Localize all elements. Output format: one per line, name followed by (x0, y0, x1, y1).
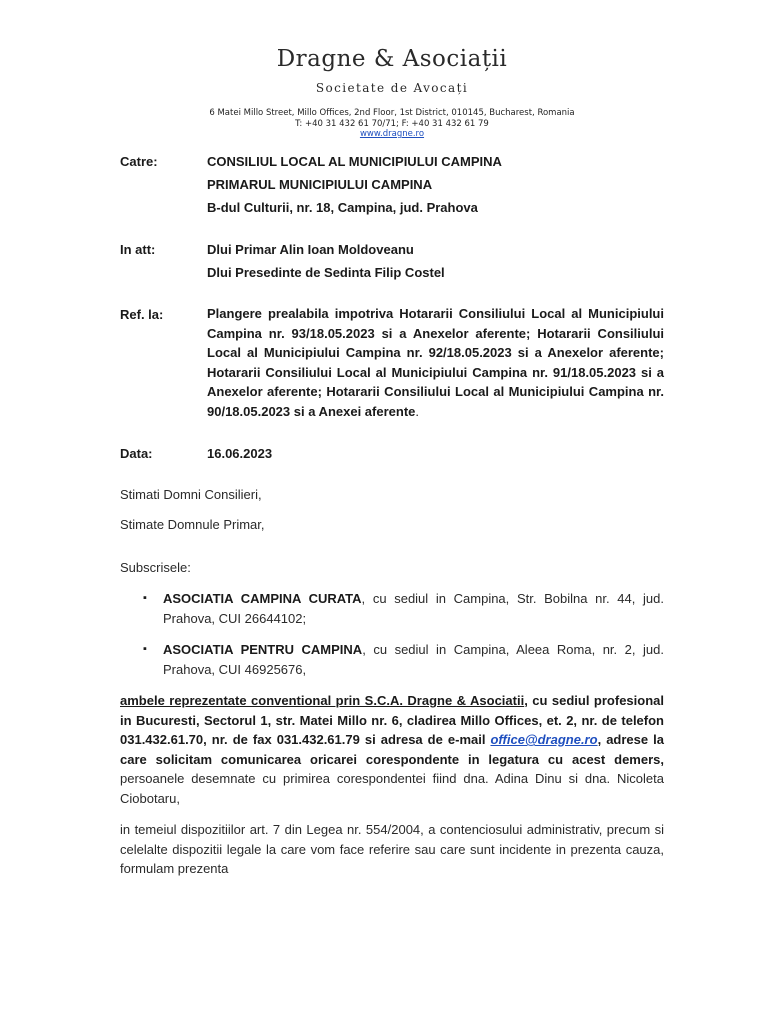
subscriber-name: ASOCIATIA CAMPINA CURATA (163, 591, 362, 606)
representation-underlined: ambele reprezentate conventional prin S.C.A. Dragne & Asociatii (120, 693, 525, 708)
legal-basis-paragraph: in temeiul dispozitiilor art. 7 din Legea nr. 554/2004, a contenciosului administrativ, precum si celelalte dispozitii legale la care vom face referire sau care sunt incidente in prezenta cauza, formulam prezenta (120, 822, 664, 876)
reference-label: Ref. la: (120, 307, 164, 322)
firm-address: 6 Matei Millo Street, Millo Offices, 2nd Floor, 1st District, 010145, Bucharest, Romania (209, 108, 575, 118)
firm-subtitle: Societate de Avocați (315, 81, 469, 95)
attention-line-1: Dlui Primar Alin Ioan Moldoveanu (207, 242, 414, 257)
representation-bold-1: , cu sediul profesional in Bucuresti, Sectorul 1, str. Matei Millo nr. 6, cladirea Millo Offices, et. 2, nr. de telefon 031.432.61.70, nr. de fax 031.432.61.79 si adresa de e-mail (120, 693, 664, 747)
subscriber-text (163, 589, 664, 629)
bullet-icon: ▪ (143, 643, 147, 655)
subscriber-name: ASOCIATIA PENTRU CAMPINA (163, 642, 363, 657)
date-label: Data: (120, 446, 153, 461)
recipient-line-1: CONSILIUL LOCAL AL MUNICIPIULUI CAMPINA (207, 154, 502, 169)
reference-text (207, 304, 664, 421)
bullet-icon: ▪ (143, 592, 147, 604)
firm-name: Dragne & Asociații (276, 46, 508, 72)
subscribers-intro: Subscrisele: (120, 560, 191, 575)
recipient-line-2: PRIMARUL MUNICIPIULUI CAMPINA (207, 177, 433, 192)
date-value: 16.06.2023 (207, 446, 273, 461)
attention-label: In att: (120, 242, 156, 257)
subscriber-details: , cu sediul in Campina, Str. Bobilna nr. 44, jud. Prahova, CUI 26644102; (163, 591, 664, 626)
subscriber-text (163, 640, 664, 680)
representation-bold-2: , adrese la care solicitam comunicarea oricarei corespondente in legatura cu acest demers, (120, 732, 664, 767)
recipient-line-3: B-dul Culturii, nr. 18, Campina, jud. Prahova (207, 200, 478, 215)
representation-paragraph (120, 691, 664, 808)
recipient-label: Catre: (120, 154, 158, 169)
representation-normal: persoanele desemnate cu primirea corespondentei fiind dna. Adina Dinu si dna. Nicoleta Ciobotaru, (120, 771, 664, 806)
reference-body: Plangere prealabila impotriva Hotararii Consiliului Local al Municipiului Campina nr. 93/18.05.2023 si a Anexelor aferente; Hotararii Consiliului Local al Municipiului Campina nr. 92/18.05.2023 si a Anexelor aferente; Hotararii Consiliului Local al Municipiului Campina nr. 91/18.05.2023 si a Anexelor aferente; Hotararii Consiliului Local al Municipiului Campina nr. 90/18.05.2023 si a Anexei aferente (207, 306, 664, 419)
subscriber-details: , cu sediul in Campina, Aleea Roma, nr. 2, jud. Prahova, CUI 46925676, (163, 642, 664, 677)
firm-phone-fax: T: +40 31 432 61 70/71; F: +40 31 432 61 79 (295, 119, 489, 129)
firm-website-link[interactable]: www.dragne.ro (359, 129, 425, 139)
email-link[interactable]: office@dragne.ro (490, 732, 598, 747)
attention-line-2: Dlui Presedinte de Sedinta Filip Costel (207, 265, 445, 280)
salutation-councillors: Stimati Domni Consilieri, (120, 487, 262, 502)
salutation-mayor: Stimate Domnule Primar, (120, 517, 265, 532)
reference-end: . (415, 403, 420, 419)
